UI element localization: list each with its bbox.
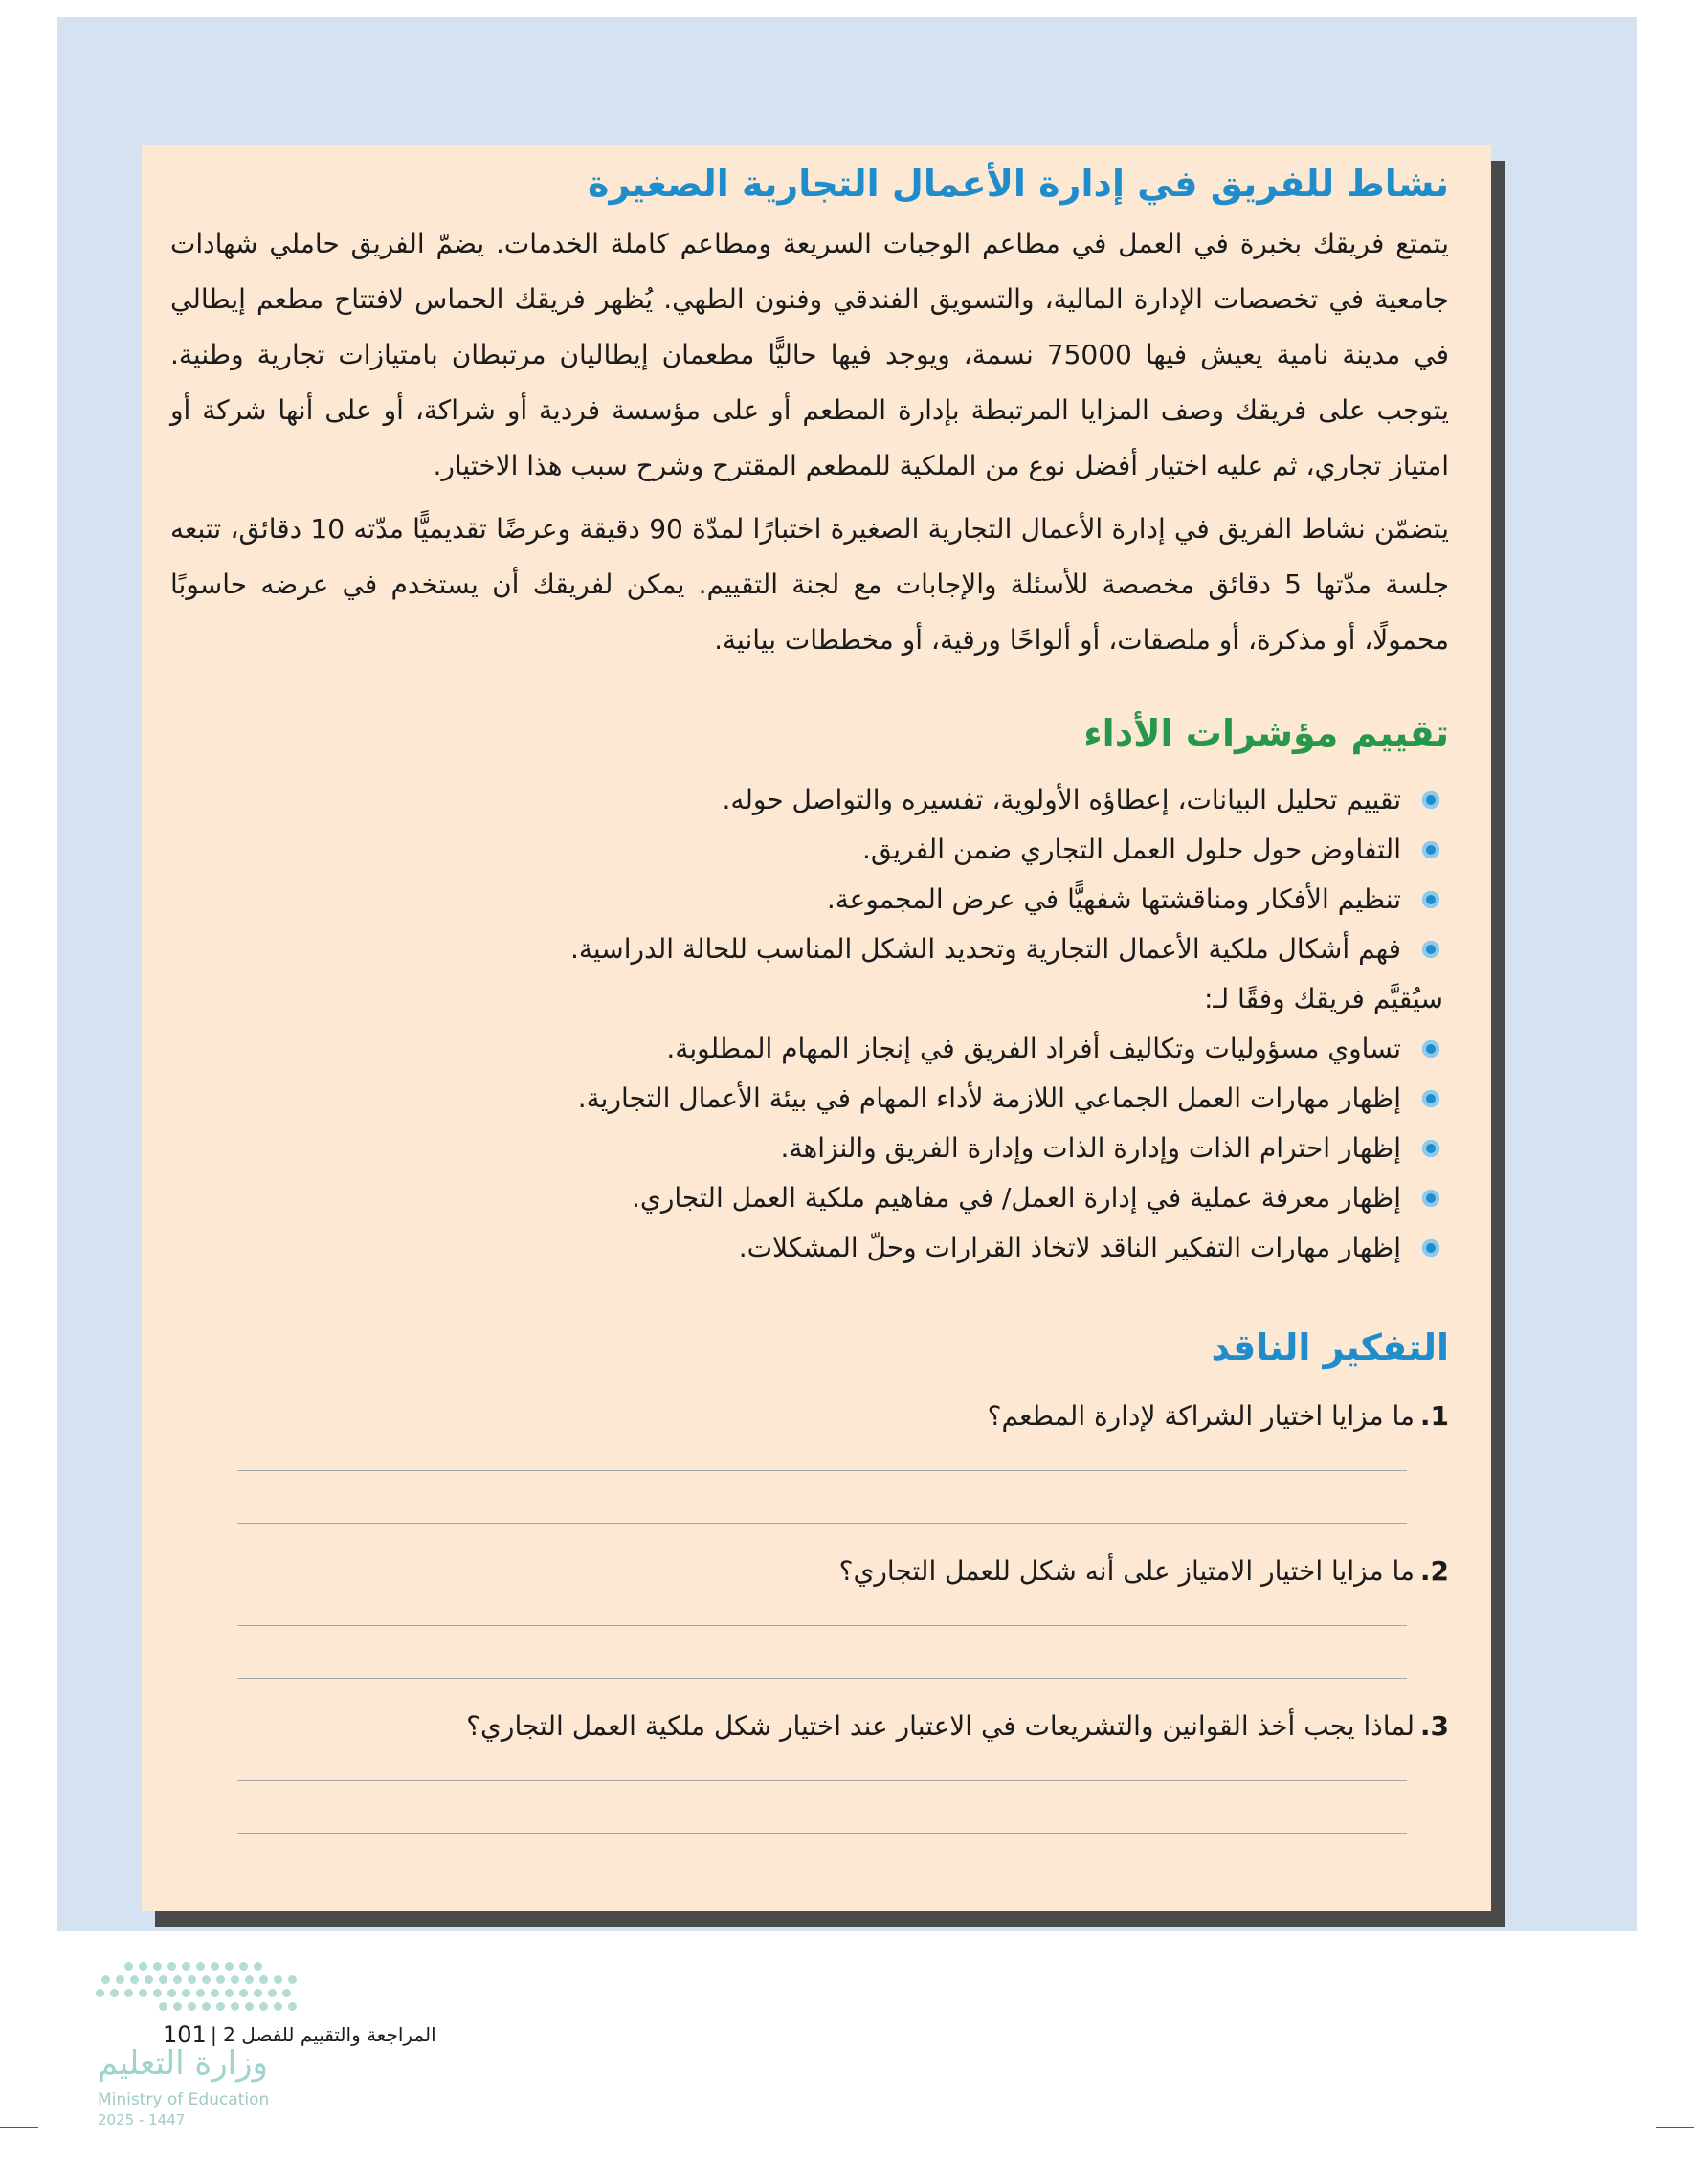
- list-item-text: إظهار مهارات التفكير الناقد لاتخاذ القرارات وحلّ المشكلات.: [738, 1232, 1401, 1263]
- indicators-title: تقييم مؤشرات الأداء: [1083, 712, 1449, 754]
- logo-dot: [116, 1975, 124, 1984]
- logo-dot: [288, 1975, 297, 1984]
- logo-dot: [96, 1989, 104, 1997]
- logo-dot: [130, 1975, 139, 1984]
- list-item-text: إظهار مهارات العمل الجماعي اللازمة لأداء المهام في بيئة الأعمال التجارية.: [577, 1082, 1401, 1114]
- logo-dot: [188, 2002, 196, 2011]
- logo-dot: [216, 2002, 225, 2011]
- answer-line[interactable]: [237, 1470, 1407, 1471]
- question: [170, 1702, 1449, 1751]
- question-number: 1.: [1419, 1400, 1449, 1432]
- logo-dot: [282, 1989, 291, 1997]
- logo-dot: [188, 1975, 196, 1984]
- logo-dot: [259, 1975, 268, 1984]
- logo-dot: [182, 1962, 190, 1971]
- chapter-label: المراجعة والتقييم للفصل 2 |: [211, 2023, 436, 2046]
- answer-line[interactable]: [237, 1780, 1407, 1781]
- list-item: [170, 825, 1443, 875]
- list-item: [170, 1024, 1443, 1074]
- logo-dot: [173, 1975, 182, 1984]
- logo-dot: [216, 1975, 225, 1984]
- assessment-list: [170, 1024, 1449, 1273]
- paragraph: يتمتع فريقك بخبرة في العمل في مطاعم الوجبات السريعة ومطاعم كاملة الخدمات. يضمّ الفريق حاملي شهادات جامعية في تخصصات الإدارة المالية، والتسويق الفندقي وفنون الطهي. يُظهر فريقك الحماس لافتتاح مطعم إيطالي في مدينة نامية يعيش فيها 75000 نسمة، ويوجد فيها حاليًّا مطعمان إيطاليان مرتبطان بامتيازات تجارية وطنية. يتوجب على فريقك وصف المزايا المرتبطة بإدارة المطعم أو على مؤسسة فردية أو شراكة، أو على أنها شركة أو امتياز تجاري، ثم عليه اختيار أفضل نوع من الملكية للمطعم المقترح وشرح سبب هذا الاختيار.: [170, 228, 1449, 481]
- list-item: [170, 875, 1443, 925]
- logo-dot: [274, 1975, 282, 1984]
- list-item: [170, 775, 1443, 825]
- answer-line[interactable]: [237, 1678, 1407, 1679]
- critical-thinking-title: التفكير الناقد: [1211, 1326, 1449, 1369]
- bullet-icon: [1422, 941, 1439, 958]
- logo-dot: [254, 1989, 262, 1997]
- logo-dot: [231, 2002, 239, 2011]
- ministry-logo-dots: [96, 1962, 316, 2017]
- logo-dot: [225, 1962, 234, 1971]
- indicators-list: [170, 775, 1449, 974]
- logo-dot: [145, 1975, 153, 1984]
- list-item: [170, 925, 1443, 974]
- list-item-text: تنظيم الأفكار ومناقشتها شفهيًّا في عرض المجموعة.: [826, 883, 1401, 915]
- logo-dot: [124, 1962, 133, 1971]
- logo-dot: [196, 1962, 205, 1971]
- ministry-name-english: Ministry of Education: [98, 2090, 270, 2109]
- logo-dot: [159, 1975, 167, 1984]
- list-item-text: فهم أشكال ملكية الأعمال التجارية وتحديد الشكل المناسب للحالة الدراسية.: [569, 933, 1401, 965]
- logo-dot: [196, 1989, 205, 1997]
- logo-dot: [202, 2002, 211, 2011]
- bullet-icon: [1422, 891, 1439, 908]
- logo-dot: [274, 2002, 282, 2011]
- logo-dot: [254, 1962, 262, 1971]
- bullet-icon: [1422, 1140, 1439, 1157]
- logo-dot: [167, 1989, 176, 1997]
- answer-line[interactable]: [237, 1523, 1407, 1524]
- logo-dot: [110, 1989, 119, 1997]
- logo-dot: [153, 1962, 162, 1971]
- assessment-intro: سيُقيَّم فريقك وفقًا لـ:: [1203, 983, 1443, 1014]
- edition-year: 2025 - 1447: [98, 2111, 186, 2128]
- list-item-text: تساوي مسؤوليات وتكاليف أفراد الفريق في إنجاز المهام المطلوبة.: [666, 1033, 1401, 1064]
- list-item: [170, 1173, 1443, 1223]
- list-item-text: إظهار احترام الذات وإدارة الذات وإدارة الفريق والنزاهة.: [780, 1132, 1401, 1164]
- logo-dot: [259, 2002, 268, 2011]
- logo-dot: [288, 2002, 297, 2011]
- question-number: 2.: [1419, 1555, 1449, 1587]
- list-item-text: إظهار معرفة عملية في إدارة العمل/ في مفاهيم ملكية العمل التجاري.: [632, 1182, 1401, 1214]
- logo-dot: [202, 1975, 211, 1984]
- section-title: نشاط للفريق في إدارة الأعمال التجارية الصغيرة: [588, 163, 1449, 205]
- logo-dot: [139, 1989, 147, 1997]
- logo-dot: [153, 1989, 162, 1997]
- logo-dot: [139, 1962, 147, 1971]
- card-content: [170, 163, 1449, 1857]
- list-item-text: التفاوض حول حلول العمل التجاري ضمن الفريق.: [862, 834, 1401, 865]
- crop-mark: [0, 2127, 38, 2128]
- logo-dot: [245, 1975, 254, 1984]
- intro-paragraphs: [170, 216, 1449, 668]
- logo-dot: [159, 2002, 167, 2011]
- bullet-icon: [1422, 841, 1439, 858]
- list-item: [170, 1223, 1443, 1273]
- list-item: [170, 1124, 1443, 1173]
- question-text: ما مزايا اختيار الشراكة لإدارة المطعم؟: [987, 1400, 1415, 1432]
- bullet-icon: [1422, 1090, 1439, 1107]
- bullet-icon: [1422, 1190, 1439, 1207]
- activity-card: [142, 145, 1491, 1911]
- logo-dot: [182, 1989, 190, 1997]
- crop-mark: [1656, 2127, 1694, 2128]
- logo-dot: [124, 1989, 133, 1997]
- question: [170, 1547, 1449, 1596]
- paragraph: يتضمّن نشاط الفريق في إدارة الأعمال التجارية الصغيرة اختبارًا لمدّة 90 دقيقة وعرضًا تقديميًّا مدّته 10 دقائق، تتبعه جلسة مدّتها 5 دقائق مخصصة للأسئلة والإجابات مع لجنة التقييم. يمكن لفريقك أن يستخدم في عرضه حاسوبًا محمولًا، أو مذكرة، أو ملصقات، أو ألواحًا ورقية، أو مخططات بيانية.: [170, 513, 1450, 656]
- logo-dot: [173, 2002, 182, 2011]
- list-item: [170, 1074, 1443, 1124]
- logo-dot: [167, 1962, 176, 1971]
- bullet-icon: [1422, 1239, 1439, 1257]
- logo-dot: [225, 1989, 234, 1997]
- question-number: 3.: [1419, 1710, 1449, 1742]
- bullet-icon: [1422, 791, 1439, 809]
- question-text: لماذا يجب أخذ القوانين والتشريعات في الاعتبار عند اختيار شكل ملكية العمل التجاري؟: [466, 1710, 1415, 1742]
- answer-line[interactable]: [237, 1833, 1407, 1834]
- ministry-name-arabic: وزارة التعليم: [98, 2044, 268, 2083]
- list-item-text: تقييم تحليل البيانات، إعطاؤه الأولوية، تفسيره والتواصل حوله.: [722, 784, 1401, 815]
- page-footer: [96, 1962, 498, 2128]
- answer-line[interactable]: [237, 1625, 1407, 1626]
- question: [170, 1392, 1449, 1441]
- logo-dot: [231, 1975, 239, 1984]
- logo-dot: [101, 1975, 110, 1984]
- logo-dot: [268, 1989, 277, 1997]
- bullet-icon: [1422, 1040, 1439, 1058]
- logo-dot: [245, 2002, 254, 2011]
- page-number: 101: [163, 2021, 207, 2048]
- logo-dot: [239, 1989, 248, 1997]
- logo-dot: [211, 1989, 219, 1997]
- logo-dot: [239, 1962, 248, 1971]
- question-text: ما مزايا اختيار الامتياز على أنه شكل للعمل التجاري؟: [838, 1555, 1415, 1587]
- logo-dot: [211, 1962, 219, 1971]
